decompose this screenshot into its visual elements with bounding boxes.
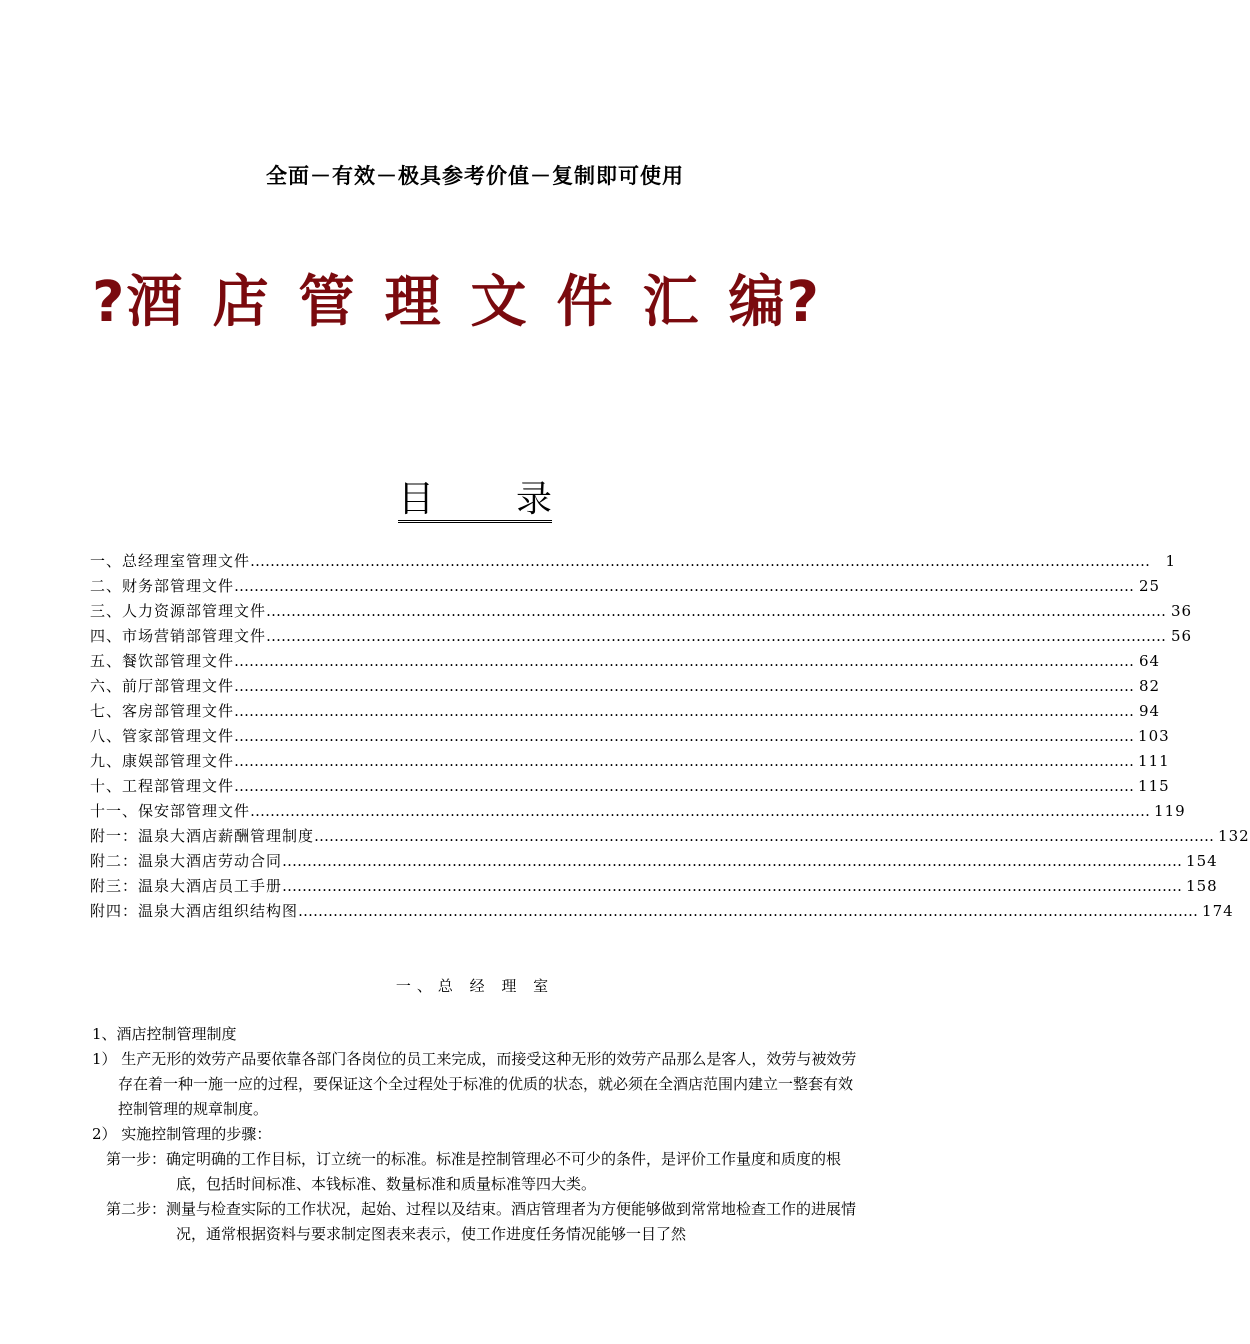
toc-entry-number: 四、 xyxy=(90,627,123,645)
toc-heading-left: 目 xyxy=(398,479,435,520)
toc-dot-leader: ……………………………………………………………………………………………………………………………………………………………… xyxy=(234,702,1135,720)
toc-entry[interactable] xyxy=(90,824,1250,849)
title-char: 汇 xyxy=(642,270,701,335)
toc-entry-page: 1 xyxy=(1165,552,1177,570)
body-step: 第二步：测量与检查实际的工作状况，起始、过程以及结束。酒店管理者为方便能够做到常常地检查工作的进展情况，通常根据资料与要求制定图表来表示，使工作进度任务情况能够一目了然 xyxy=(106,1200,857,1243)
toc-dot-leader: ……………………………………………………………………………………………………………………………………………………………… xyxy=(234,777,1135,795)
toc-entry[interactable] xyxy=(90,874,1218,899)
toc-entry[interactable] xyxy=(90,849,1218,874)
toc-entry-number: 十一、 xyxy=(90,802,139,820)
toc-entry-number: 七、 xyxy=(90,702,123,720)
toc-entry[interactable] xyxy=(90,599,1193,624)
toc-entry-number: 附一： xyxy=(90,827,139,845)
toc-entry[interactable] xyxy=(90,724,1170,749)
title-char: 店 xyxy=(212,270,271,335)
toc-entry-number: 三、 xyxy=(90,602,123,620)
toc-entry-title: 前厅部管理文件 xyxy=(122,677,235,695)
toc-dot-leader: ……………………………………………………………………………………………………………………………………………………………… xyxy=(234,577,1135,595)
toc-entry-title: 市场营销部管理文件 xyxy=(122,627,267,645)
toc-entry-title: 管家部管理文件 xyxy=(122,727,235,745)
toc-entry-number: 六、 xyxy=(90,677,123,695)
toc-dot-leader: ……………………………………………………………………………………………………………………………………………………………… xyxy=(234,652,1135,670)
toc-entry-title: 温泉大酒店劳动合同 xyxy=(138,852,283,870)
toc-entry-title: 工程部管理文件 xyxy=(122,777,235,795)
toc-entry-page: 111 xyxy=(1138,752,1170,770)
toc-entry-page: 132 xyxy=(1218,827,1250,845)
toc-entry-page: 64 xyxy=(1138,652,1161,670)
toc-dot-leader: ……………………………………………………………………………………………………………………………………………………………… xyxy=(314,827,1215,845)
toc-entry[interactable] xyxy=(90,649,1161,674)
toc-entry[interactable] xyxy=(90,699,1161,724)
toc-entry-number: 五、 xyxy=(90,652,123,670)
toc-entry[interactable] xyxy=(90,624,1193,649)
toc-entry-title: 财务部管理文件 xyxy=(122,577,235,595)
toc-entry-title: 人力资源部管理文件 xyxy=(122,602,267,620)
toc-entry[interactable] xyxy=(90,899,1234,924)
toc-entry-title: 餐饮部管理文件 xyxy=(122,652,235,670)
toc-entry[interactable] xyxy=(90,749,1170,774)
toc-entry-number: 附三： xyxy=(90,877,139,895)
toc-entry-title: 客房部管理文件 xyxy=(122,702,235,720)
document-tagline: 全面－有效－极具参考价值－复制即可使用 xyxy=(266,164,684,188)
toc-entry-title: 温泉大酒店组织结构图 xyxy=(138,902,299,920)
title-char: 理 xyxy=(384,270,443,335)
toc-entry[interactable] xyxy=(90,549,1177,574)
toc-entry-page: 154 xyxy=(1186,852,1218,870)
toc-dot-leader: ……………………………………………………………………………………………………………………………………………………………… xyxy=(234,752,1135,770)
toc-entry[interactable] xyxy=(90,774,1170,799)
toc-entry-title: 康娱部管理文件 xyxy=(122,752,235,770)
toc-entry[interactable] xyxy=(90,674,1161,699)
body-heading: 1、酒店控制管理制度 xyxy=(92,1025,237,1043)
toc-entry-page: 158 xyxy=(1186,877,1218,895)
section-title: 一、总 经 理 室 xyxy=(395,977,555,995)
body-paragraph: 1） 生产无形的效劳产品要依靠各部门各岗位的员工来完成，而接受这种无形的效劳产品那么是客人，效劳与被效劳存在着一种一施一应的过程，要保证这个全过程处于标准的优质的状态，就必须在全酒店范围内建立一整套有效控制管理的规章制度。 xyxy=(92,1050,857,1118)
toc-entry-page: 94 xyxy=(1138,702,1161,720)
toc-dot-leader: ……………………………………………………………………………………………………………………………………………………………… xyxy=(298,902,1199,920)
toc-entry-page: 82 xyxy=(1138,677,1161,695)
toc-heading-right: 录 xyxy=(515,479,552,520)
body-paragraph: 2） 实施控制管理的步骤： xyxy=(92,1125,272,1143)
toc-entry-title: 温泉大酒店员工手册 xyxy=(138,877,283,895)
toc-entry-title: 总经理室管理文件 xyxy=(122,552,251,570)
title-char: 文 xyxy=(470,270,529,335)
toc-entry-title: 温泉大酒店薪酬管理制度 xyxy=(138,827,315,845)
title-prefix: ? xyxy=(92,270,127,335)
toc-dot-leader: ……………………………………………………………………………………………………………………………………………………………… xyxy=(234,677,1135,695)
toc-dot-leader: ……………………………………………………………………………………………………………………………………………………………… xyxy=(282,852,1183,870)
toc-entry-page: 119 xyxy=(1154,802,1186,820)
title-suffix: 编? xyxy=(728,270,821,335)
toc-entry-number: 二、 xyxy=(90,577,123,595)
toc-entry-number: 十、 xyxy=(90,777,123,795)
body-text xyxy=(92,1022,862,1247)
toc-dot-leader: ……………………………………………………………………………………………………………………………………………………………… xyxy=(282,877,1183,895)
toc-entry-number: 八、 xyxy=(90,727,123,745)
toc-entry-page: 103 xyxy=(1138,727,1170,745)
toc-heading xyxy=(398,480,552,523)
toc-dot-leader: ……………………………………………………………………………………………………………………………………………………………… xyxy=(234,727,1135,745)
toc-entry-number: 附四： xyxy=(90,902,139,920)
toc-entry[interactable] xyxy=(90,574,1161,599)
title-char: 酒 xyxy=(126,270,185,335)
toc-dot-leader: ……………………………………………………………………………………………………………………………………………………………… xyxy=(266,627,1167,645)
toc-dot-leader: ……………………………………………………………………………………………………………………………………………………………… xyxy=(250,802,1151,820)
toc-entry-title: 保安部管理文件 xyxy=(138,802,251,820)
toc-entry[interactable] xyxy=(90,799,1186,824)
toc-entry-number: 附二： xyxy=(90,852,139,870)
table-of-contents xyxy=(90,549,1250,924)
title-char: 件 xyxy=(556,270,615,335)
toc-entry-page: 174 xyxy=(1202,902,1234,920)
toc-entry-number: 九、 xyxy=(90,752,123,770)
toc-entry-page: 36 xyxy=(1170,602,1193,620)
toc-entry-page: 56 xyxy=(1170,627,1193,645)
title-char: 管 xyxy=(298,270,357,335)
document-main-title xyxy=(92,258,852,338)
toc-dot-leader: ……………………………………………………………………………………………………………………………………………………………… xyxy=(250,552,1151,570)
body-step: 第一步：确定明确的工作目标，订立统一的标准。标准是控制管理必不可少的条件，是评价工作量度和质度的根底，包括时间标准、本钱标准、数量标准和质量标准等四大类。 xyxy=(106,1150,842,1193)
toc-entry-number: 一、 xyxy=(90,552,123,570)
toc-entry-page: 115 xyxy=(1138,777,1170,795)
toc-entry-page: 25 xyxy=(1138,577,1161,595)
toc-dot-leader: ……………………………………………………………………………………………………………………………………………………………… xyxy=(266,602,1167,620)
